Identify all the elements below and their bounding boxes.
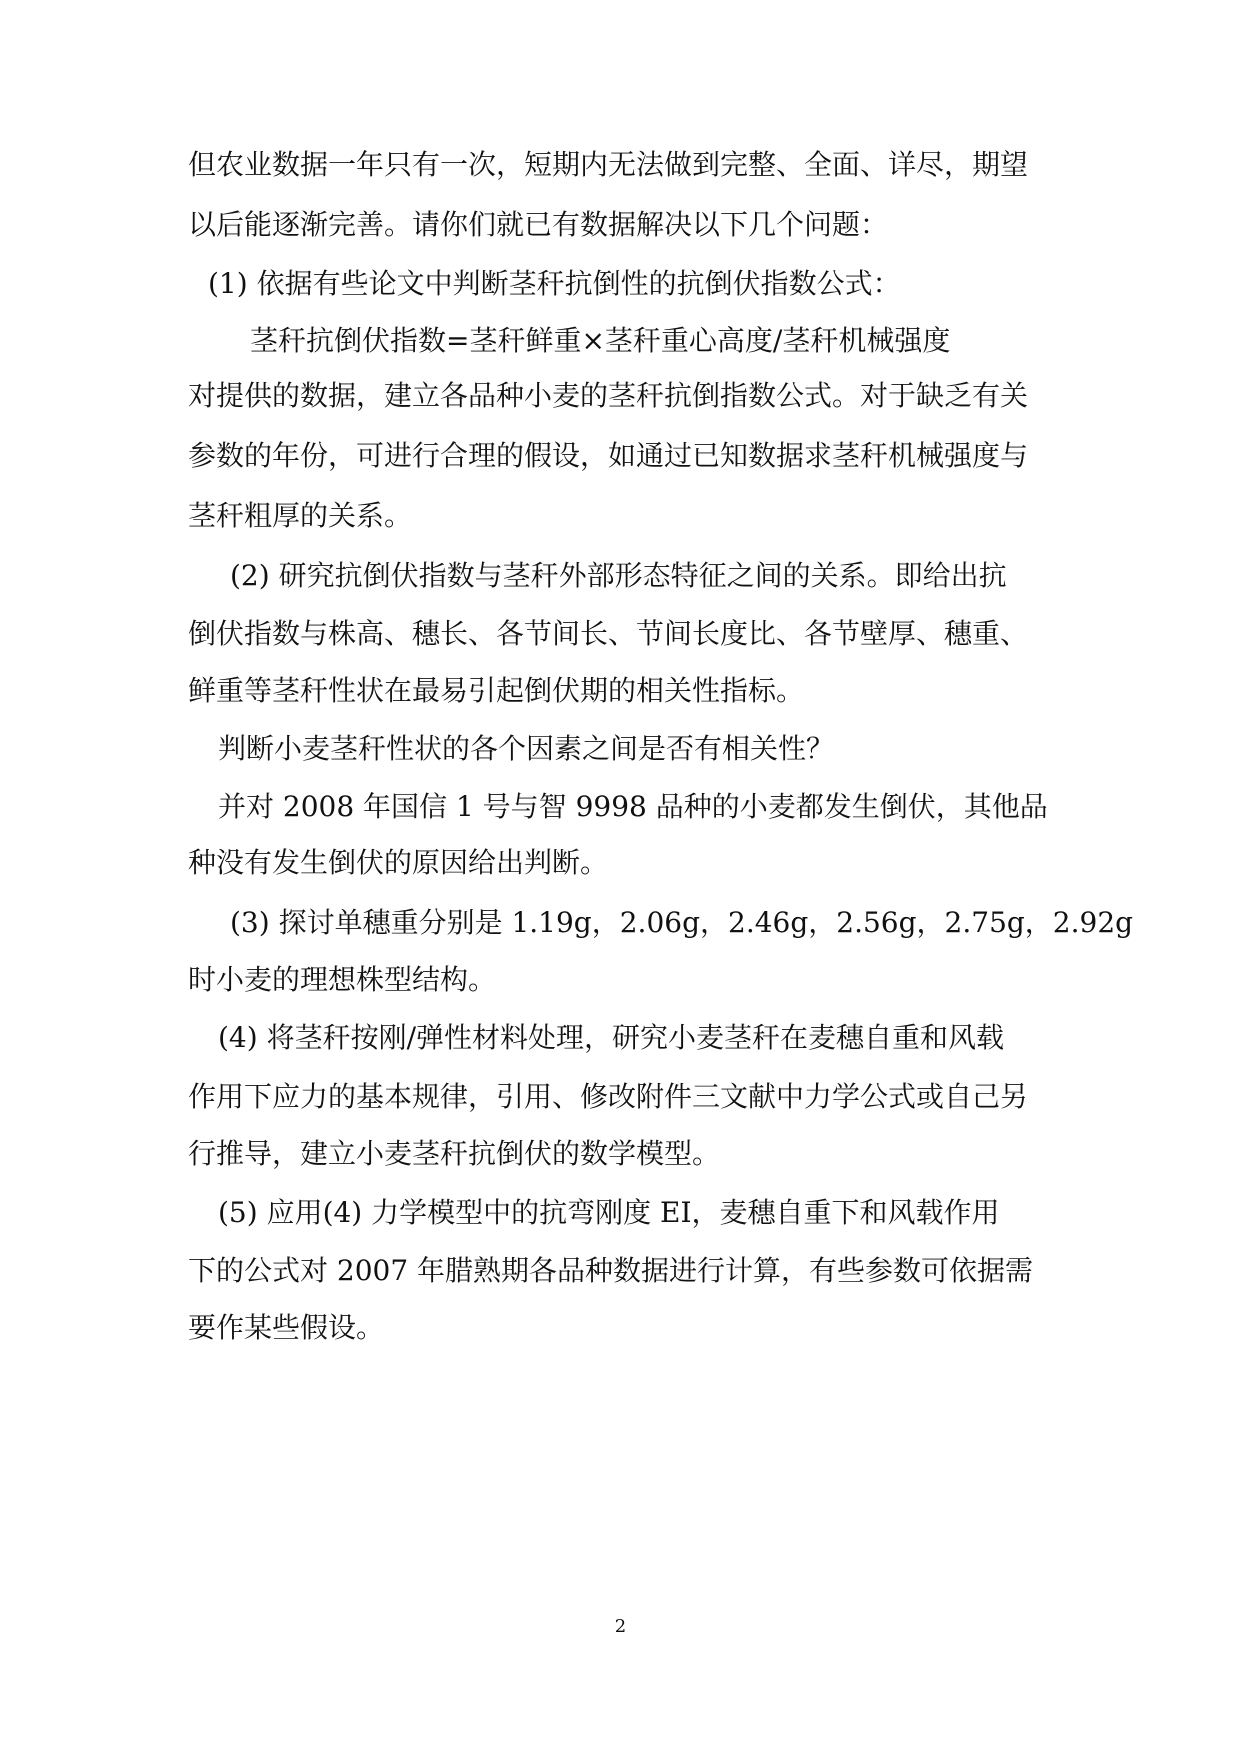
question-4-line-1: (4) 将茎秆按刚/弹性材料处理，研究小麦茎秆在麦穗自重和风载 [218,1021,1004,1054]
question-1-line-4: 茎秆粗厚的关系。 [188,499,413,532]
question-2-line-1: (2) 研究抗倒伏指数与茎秆外部形态特征之间的关系。即给出抗 [230,559,1007,592]
question-1-line-2: 对提供的数据，建立各品种小麦的茎秆抗倒指数公式。对于缺乏有关 [188,379,1029,412]
question-5-line-3: 要作某些假设。 [188,1311,385,1344]
question-1-formula: 茎秆抗倒伏指数=茎秆鲜重×茎秆重心高度/茎秆机械强度 [250,324,951,357]
question-2-line-2: 倒伏指数与株高、穗长、各节间长、节间长度比、各节壁厚、穗重、 [188,617,1029,650]
question-5-line-2: 下的公式对 2007 年腊熟期各品种数据进行计算，有些参数可依据需 [188,1254,1034,1287]
question-4-line-3: 行推导，建立小麦茎秆抗倒伏的数学模型。 [188,1137,721,1170]
intro-line-1: 但农业数据一年只有一次，短期内无法做到完整、全面、详尽，期望 [188,148,1029,181]
question-3-line-2: 时小麦的理想株型结构。 [188,963,497,996]
question-2-line-4: 判断小麦茎秆性状的各个因素之间是否有相关性？ [218,732,835,765]
intro-line-2: 以后能逐渐完善。请你们就已有数据解决以下几个问题： [188,208,889,241]
question-1-line-1: (1) 依据有些论文中判断茎秆抗倒性的抗倒伏指数公式： [208,267,901,300]
question-2-line-6: 种没有发生倒伏的原因给出判断。 [188,846,609,879]
question-5-line-1: (5) 应用(4) 力学模型中的抗弯刚度 EI，麦穗自重下和风载作用 [218,1196,1000,1229]
question-1-line-3: 参数的年份，可进行合理的假设，如通过已知数据求茎秆机械强度与 [188,439,1029,472]
page-number: 2 [614,1616,627,1637]
question-4-line-2: 作用下应力的基本规律，引用、修改附件三文献中力学公式或自己另 [188,1080,1029,1113]
question-2-line-3: 鲜重等茎秆性状在最易引起倒伏期的相关性指标。 [188,674,805,707]
question-3-line-1: (3) 探讨单穗重分别是 1.19g，2.06g，2.46g，2.56g，2.75g，2.92g [230,906,1134,939]
question-2-line-5: 并对 2008 年国信 1 号与智 9998 品种的小麦都发生倒伏，其他品 [218,790,1048,823]
